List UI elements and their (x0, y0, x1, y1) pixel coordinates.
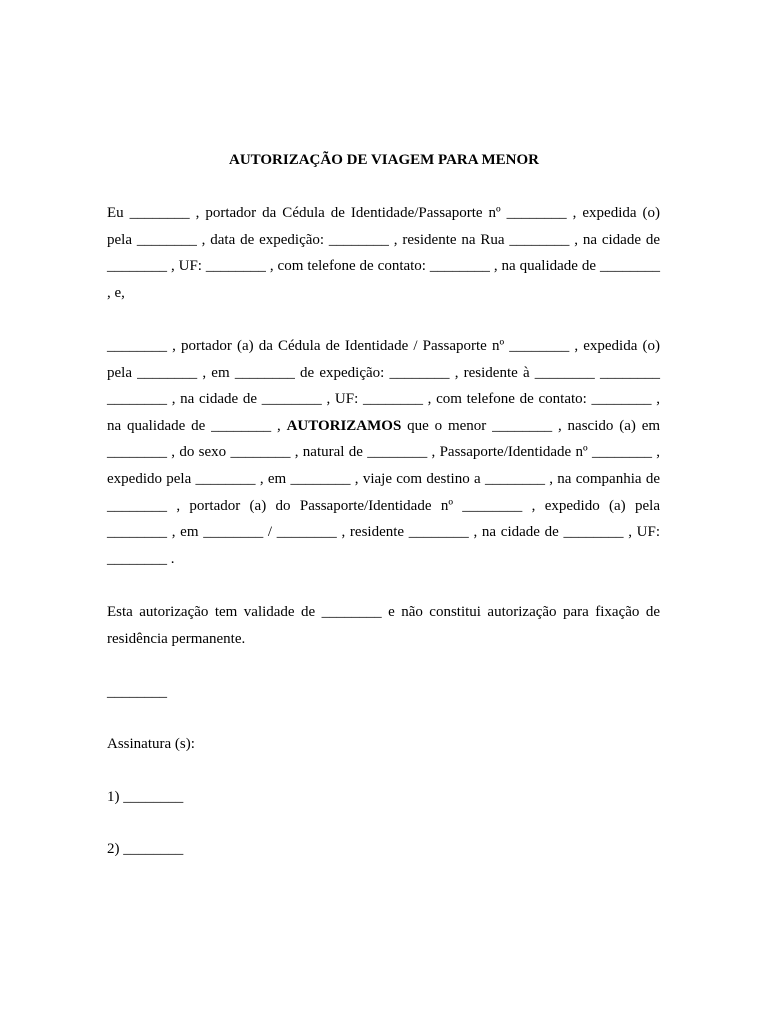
signature-line-1: 1) ________ (107, 789, 184, 805)
paragraph2-text-after: que o menor ________ , nascido (a) em ________ , do sexo ________ , natural de ________ , Passaporte/Identidade nº ________ , expedido pela ________ , em ________ , viaje com destino a ________ , na companhia de ________ , portador (a) do Passaporte/Identidade nº ________ , expedido (a) pela ________ , em ________ / ________ , residente ________ , na cidade de ________ , UF: ________ . (107, 417, 661, 567)
authorization-keyword: AUTORIZAMOS (286, 417, 402, 434)
paragraph-guardian-2-authorization (107, 333, 660, 572)
signature-line-2: 2) ________ (107, 841, 184, 857)
paragraph-guardian-1: Eu ________ , portador da Cédula de Identidade/Passaporte nº ________ , expedida (o) pela ________ , data de expedição: ________ , residente na Rua ________ , na cidade de ________ , UF: ________ , com telefone de contato: ________ , na qualidade de ________ , e, (107, 205, 660, 301)
paragraph-validity: Esta autorização tem validade de ________ e não constitui autorização para fixação de residência permanente. (107, 604, 660, 647)
place-date-blank: ________ (107, 684, 167, 700)
signatures-label: Assinatura (s): (107, 736, 195, 752)
paragraph2-text-before: ________ , portador (a) da Cédula de Identidade / Passaporte nº ________ , expedida (o) pela ________ , em ________ de expedição: ________ , residente à ________ ________ ________ , na cidade de ________ , UF: ________ , com telefone de contato: ________ , na qualidade de ________ , (107, 338, 660, 434)
document-title: AUTORIZAÇÃO DE VIAGEM PARA MENOR (228, 152, 540, 168)
